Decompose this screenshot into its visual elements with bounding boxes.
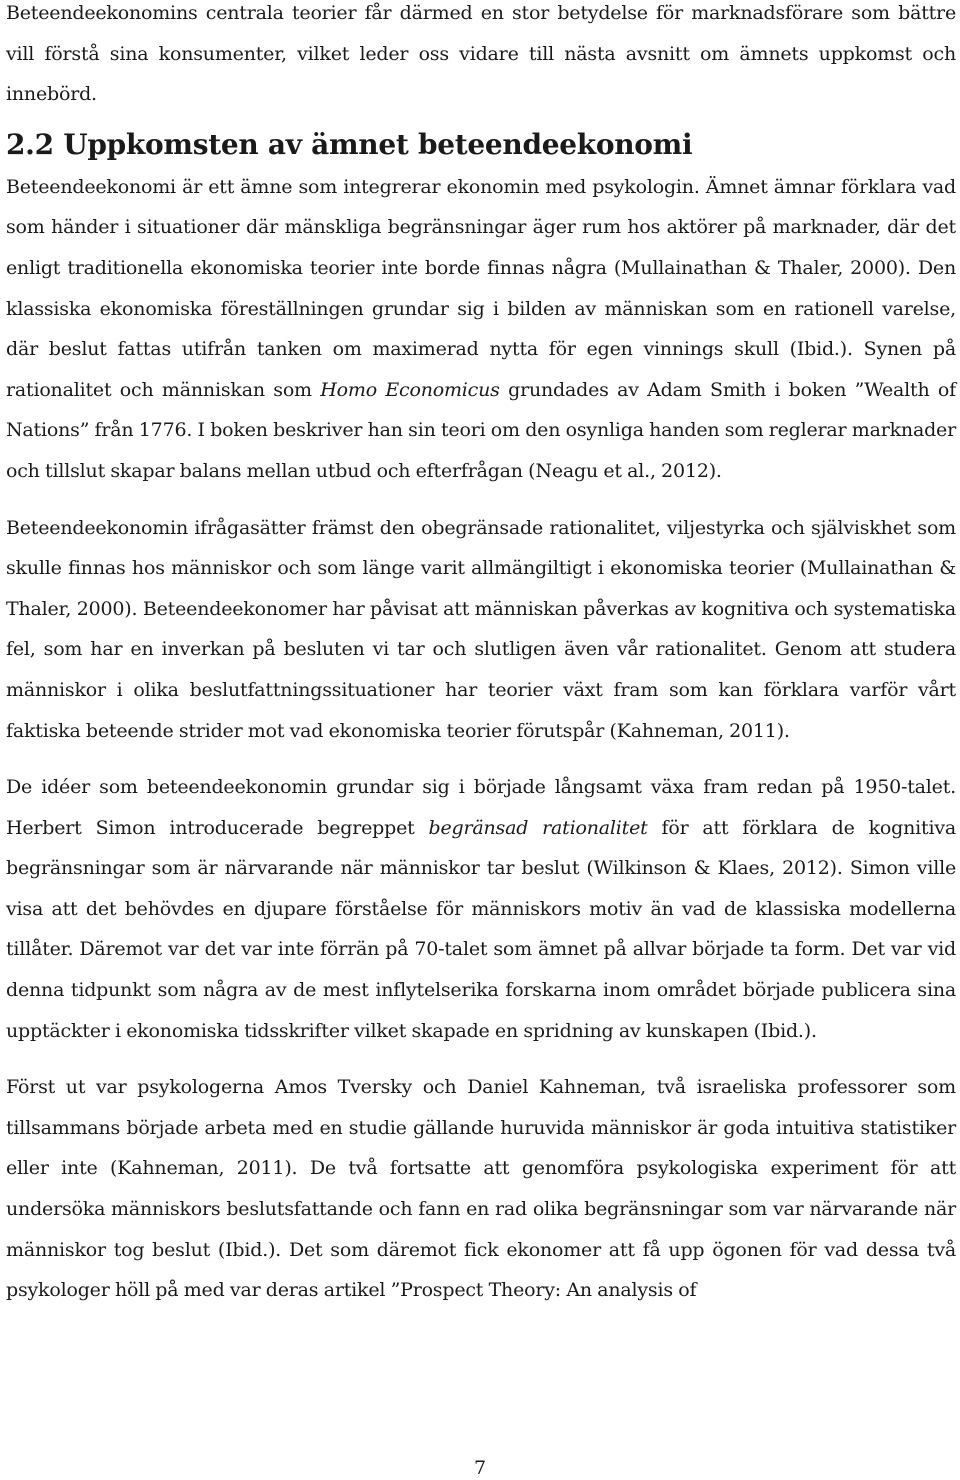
homo-economicus-term: Homo Economicus [320,378,500,401]
section-heading: 2.2 Uppkomsten av ämnet beteendeekonomi [6,127,693,161]
paragraph-spacer [6,1051,956,1067]
paragraph-origin-text-2: grundades av Adam Smith i boken ”Wealth of Nations” från 1776. I boken beskriver han sin teori om den osynliga handen som reglerar marknader och tillslut skapar balans mellan utbud och efterfrågan (Neagu et al., 2012). [6,378,956,482]
paragraph-history [6,767,956,1051]
bounded-rationality-term: begränsad rationalitet [428,816,648,839]
paragraph-history-text-2: för att förklara de kognitiva begränsningar som är närvarande när människor tar beslut (Wilkinson & Klaes, 2012). Simon ville visa att det behövdes en djupare förståelse för människors motiv än vad de klassiska modellerna tillåter. Däremot var det var inte förrän på 70-talet som ämnet på allvar började ta form. Det var vid denna tidpunkt som några av de mest inflytelserika forskarna inom området började publicera sina upptäckter i ekonomiska tidsskrifter vilket skapade en spridning av kunskapen (Ibid.). [6,816,956,1042]
paragraph-history-text-1: De idéer som beteendeekonomin grundar sig i började långsamt växa fram redan på 1950-talet. Herbert Simon introducerade begreppet [6,776,956,839]
paragraph-origin [6,167,956,492]
paragraph-tversky-kahneman: Först ut var psykologerna Amos Tversky och Daniel Kahneman, två israeliska professorer som tillsammans började arbeta med en studie gällande huruvida människor är goda intuitiva statistiker eller inte (Kahneman, 2011). De två fortsatte att genomföra psykologiska experiment för att undersöka människors beslutsfattande och fann en rad olika begränsningar som var närvarande när människor tog beslut (Ibid.). Det som däremot fick ekonomer att få upp ögonen för vad dessa två psykologer höll på med var deras artikel ”Prospect Theory: An analysis of [6,1076,956,1302]
page-number: 7 [473,1457,487,1479]
document-page [6,0,956,1311]
intro-paragraph: Beteendeekonomins centrala teorier får därmed en stor betydelse för marknadsförare som bättre vill förstå sina konsumenter, vilket leder oss vidare till nästa avsnitt om ämnets uppkomst och innebörd. [6,2,956,106]
paragraph-spacer [6,492,956,508]
paragraph-critique: Beteendeekonomin ifrågasätter främst den obegränsade rationalitet, viljestyrka och själviskhet som skulle finnas hos människor och som länge varit allmängiltigt i ekonomiska teorier (Mullainathan & Thaler, 2000). Beteendeekonomer har påvisat att människan påverkas av kognitiva och systematiska fel, som har en inverkan på besluten vi tar och slutligen även vår rationalitet. Genom att studera människor i olika beslutfattningssituationer har teorier växt fram som kan förklara varför vårt faktiska beteende strider mot vad ekonomiska teorier förutspår (Kahneman, 2011). [6,516,956,742]
paragraph-origin-text-1: Beteendeekonomi är ett ämne som integrerar ekonomin med psykologin. Ämnet ämnar förklara vad som händer i situationer där mänskliga begränsningar äger rum hos aktörer på marknader, där det enligt traditionella ekonomiska teorier inte borde finnas några (Mullainathan & Thaler, 2000). Den klassiska ekonomiska föreställningen grundar sig i bilden av människan som en rationell varelse, där beslut fattas utifrån tanken om maximerad nytta för egen vinnings skull (Ibid.). Synen på rationalitet och människan som [6,175,956,401]
paragraph-spacer [6,751,956,767]
